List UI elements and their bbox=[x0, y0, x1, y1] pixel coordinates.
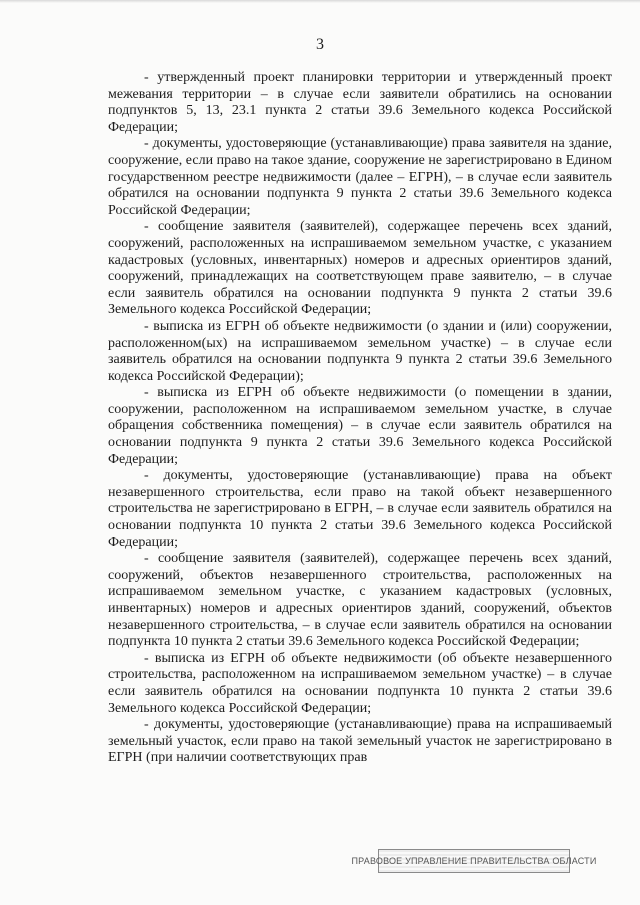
document-body bbox=[108, 70, 612, 767]
paragraph-rights-documents-land: - документы, удостоверяющие (устанавливающие) права на испрашиваемый земельный участок, если право на такой земельный участок не зарегистрировано в ЕГРН (при наличии соответствующих прав bbox=[108, 717, 612, 766]
paragraph-egrn-extract-unfinished: - выписка из ЕГРН об объекте недвижимости (об объекте незавершенного строительства, расположенном на испрашиваемом земельном участке) – в случае если заявитель обратился на основании подпункта 10 пункта 2 статьи 39.6 Земельного кодекса Российской Федерации; bbox=[108, 650, 612, 716]
legal-department-stamp bbox=[351, 849, 597, 873]
paragraph-applicant-message-unfinished: - сообщение заявителя (заявителей), содержащее перечень всех зданий, сооружений, объектов незавершенного строительства, расположенных на испрашиваемом земельном участке, с указанием кадастровых (условных, инвентарных) номеров и адресных ориентиров зданий, сооружений, объектов незавершенного строительства, – в случае если заявитель обратился на основании подпункта 10 пункта 2 статьи 39.6 Земельного кодекса Российской Федерации; bbox=[108, 551, 612, 650]
paragraph-rights-documents-building: - документы, удостоверяющие (устанавливающие) права заявителя на здание, сооружение, если право на такое здание, сооружение не зарегистрировано в Едином государственном реестре недвижимости (далее – ЕГРН), – в случае если заявитель обратился на основании подпункта 9 пункта 2 статьи 39.6 Земельного кодекса Российской Федерации; bbox=[108, 136, 612, 218]
paragraph-rights-documents-unfinished: - документы, удостоверяющие (устанавливающие) права на объект незавершенного строительства, если право на такой объект незавершенного строительства не зарегистрировано в ЕГРН, – в случае если заявитель обратился на основании подпункта 10 пункта 2 статьи 39.6 Земельного кодекса Российской Федерации; bbox=[108, 468, 612, 550]
paragraph-egrn-extract-building: - выписка из ЕГРН об объекте недвижимости (о здании и (или) сооружении, расположенном(ых) на испрашиваемом земельном участке) – в случае если заявитель обратился на основании подпункта 9 пункта 2 статьи 39.6 Земельного кодекса Российской Федерации); bbox=[108, 318, 612, 384]
paragraph-egrn-extract-premises: - выписка из ЕГРН об объекте недвижимости (о помещении в здании, сооружении, расположенном на испрашиваемом земельном участке, в случае обращения собственника помещения) – в случае если заявитель обратился на основании подпункта 9 пункта 2 статьи 39.6 Земельного кодекса Российской Федерации; bbox=[108, 385, 612, 467]
stamp-text: ПРАВОВОЕ УПРАВЛЕНИЕ ПРАВИТЕЛЬСТВА ОБЛАСТИ bbox=[351, 856, 597, 866]
paragraph-approved-project: - утвержденный проект планировки территории и утвержденный проект межевания территории – в случае если заявители обратились на основании подпунктов 5, 13, 23.1 пункта 2 статьи 39.6 Земельного кодекса Российской Федерации; bbox=[108, 70, 612, 135]
paragraph-applicant-message-buildings: - сообщение заявителя (заявителей), содержащее перечень всех зданий, сооружений, расположенных на испрашиваемом земельном участке, с указанием кадастровых (условных, инвентарных) номеров и адресных ориентиров зданий, сооружений, принадлежащих на соответствующем праве заявителю, – в случае если заявитель обратился на основании подпункта 9 пункта 2 статьи 39.6 Земельного кодекса Российской Федерации; bbox=[108, 219, 612, 318]
page-number: 3 bbox=[316, 36, 324, 53]
scan-edge bbox=[0, 0, 640, 3]
